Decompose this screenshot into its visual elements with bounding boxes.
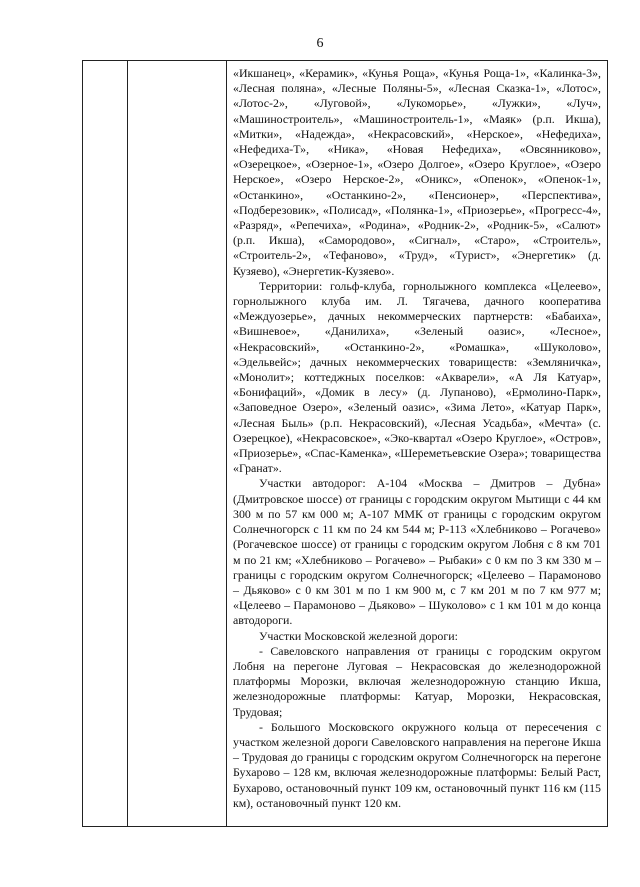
page-number: 6 [316,36,324,51]
table-row [83,61,608,827]
table-cell-number [83,61,128,827]
paragraph-territories: Территории: гольф-клуба, горнолыжного комплекса «Целеево», горнолыжного клуба им. Л. Тягачева, дачного кооператива «Междуозерье», дачных некоммерческих партнерств: «Бабаиха», «Вишневое», «Данилиха», «Зеленый оазис», «Лесное», «Некрасовский», «Останкино-2», «Ромашка», «Шуколово», «Эдельвейс»; дачных некоммерческих товариществ: «Земляничка», «Монолит»; коттеджных поселков: «Акварели», «А Ля Катуар», «Бонифаций», «Домик в лесу» (д. Лупаново), «Ермолино-Парк», «Заповедное Озеро», «Зеленый оазис», «Зима Лето», «Катуар Парк», «Лесная Быль» (р.п. Некрасовский), «Лесная Усадьба», «Мечта» (с. Озерецкое), «Некрасовское», «Эко-квартал «Озеро Круглое», «Остров», «Приозерье», «Спас-Каменка», «Шереметьевские Озера»; товарищества «Гранат». [233,278,601,476]
paragraph-moscow-ring: - Большого Московского окружного кольца от пересечения с участком железной дороги Савеловского направления на перегоне Икша – Трудовая до границы с городским округом Солнечногорск на перегоне Бухарово – 128 км, включая железнодорожные платформы: Белый Раст, Бухарово, остановочный пункт 109 км, остановочный пункт 116 км (115 км), остановочный пункт 120 км. [233,719,601,810]
description-text [227,61,607,811]
table-cell-name [128,61,227,827]
table-cell-description [227,61,608,827]
paragraph-savelovsky-direction: - Савеловского направления от границы с городским округом Лобня на перегоне Луговая – Некрасовская до железнодорожной платформы Морозки, включая железнодорожную станцию Икша, железнодорожные платформы: Катуар, Морозки, Некрасовская, Трудовая; [233,643,601,719]
document-table [82,60,608,827]
paragraph-gardening-associations: «Икшанец», «Керамик», «Кунья Роща», «Кунья Роща-1», «Калинка-3», «Лесная поляна», «Лесные Поляны-5», «Лесная Сказка-1», «Лотос», «Лотос-2», «Луговой», «Лукоморье», «Лужки», «Луч», «Машиностроитель», «Машиностроитель-1», «Маяк» (р.п. Икша), «Митки», «Надежда», «Некрасовский», «Нерское», «Нефедиха», «Нефедиха-Т», «Ника», «Новая Нефедиха», «Овсянниково», «Озерецкое», «Озерное-1», «Озеро Долгое», «Озеро Круглое», «Озеро Нерское», «Озеро Нерское-2», «Оникс», «Опенок», «Опенок-1», «Останкино», «Останкино-2», «Пенсионер», «Перспектива», «Подберезовик», «Полисад», «Полянка-1», «Приозерье», «Прогресс-4», «Разряд», «Репечиха», «Родина», «Родник-2», «Родник-5», «Салют» (р.п. Икша), «Самородово», «Сигнал», «Старо», «Строитель», «Строитель-2», «Тефаново», «Труд», «Турист», «Энергетик» (д. Кузяево), «Энергетик-Кузяево». [233,66,601,278]
paragraph-roads: Участки автодорог: А-104 «Москва – Дмитров – Дубна» (Дмитровское шоссе) от границы с городским округом Мытищи с 44 км 300 м по 57 км 000 м; А-107 ММК от границы с городским округом Солнечногорск с 11 км по 24 км 544 м; Р-113 «Хлебниково – Рогачево» (Рогачевское шоссе) от границы с городским округом Лобня с 8 км 701 м по 21 км; «Хлебниково – Рогачево» – Рыбаки» с 0 км по 3 км 330 м – границы с городским округом Солнечногорск; «Целеево – Парамоново – Дьяково» с 0 км 301 м по 1 км 900 м, с 7 км 201 м по 7 км 977 м; «Целеево – Парамоново – Дьяково» – Шуколово» с 1 км 101 м до конца автодороги. [233,476,601,628]
paragraph-railway-heading: Участки Московской железной дороги: [259,628,458,643]
